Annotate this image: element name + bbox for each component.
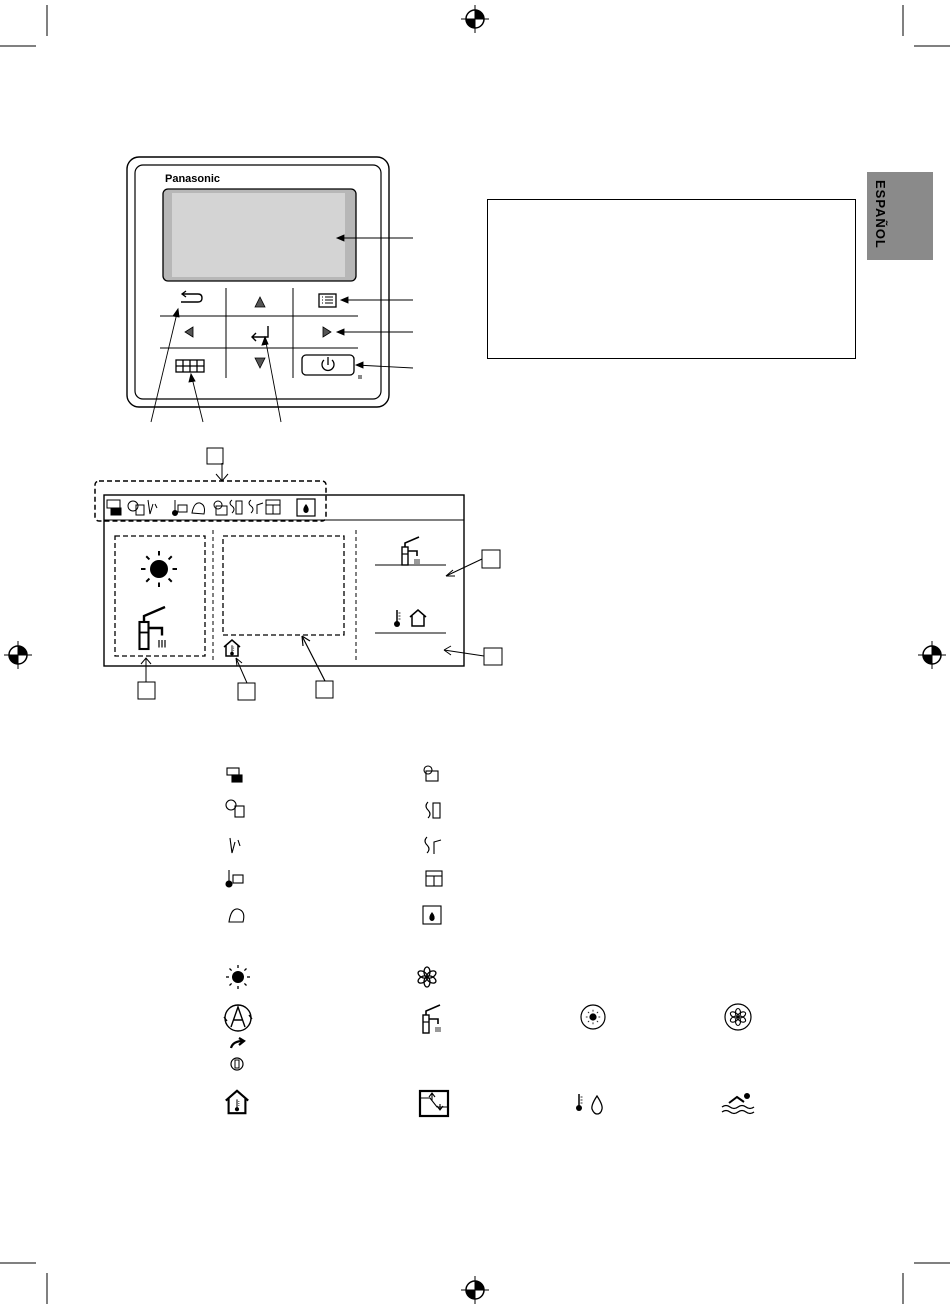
down-arrow-icon bbox=[255, 358, 265, 368]
back-button-icon bbox=[181, 291, 202, 302]
registration-mark-bottom bbox=[461, 1276, 489, 1304]
quick-menu-icon bbox=[176, 360, 204, 372]
led-indicator bbox=[358, 375, 362, 379]
registration-mark-top bbox=[461, 5, 489, 33]
icon-legend-status bbox=[226, 766, 442, 924]
right-arrow-icon bbox=[323, 327, 331, 337]
language-tab-label: ESPAÑOL bbox=[873, 180, 888, 249]
registration-mark-left bbox=[4, 641, 32, 669]
icon-legend-operation bbox=[224, 965, 754, 1116]
note-box bbox=[487, 199, 856, 359]
remote-controller bbox=[127, 157, 389, 407]
menu-list-icon bbox=[319, 294, 336, 307]
brand-logo: Panasonic bbox=[165, 173, 221, 185]
display-diagram bbox=[95, 448, 502, 700]
left-arrow-icon bbox=[185, 327, 193, 337]
registration-mark-right bbox=[918, 641, 946, 669]
up-arrow-icon bbox=[255, 297, 265, 307]
power-icon bbox=[322, 357, 334, 370]
